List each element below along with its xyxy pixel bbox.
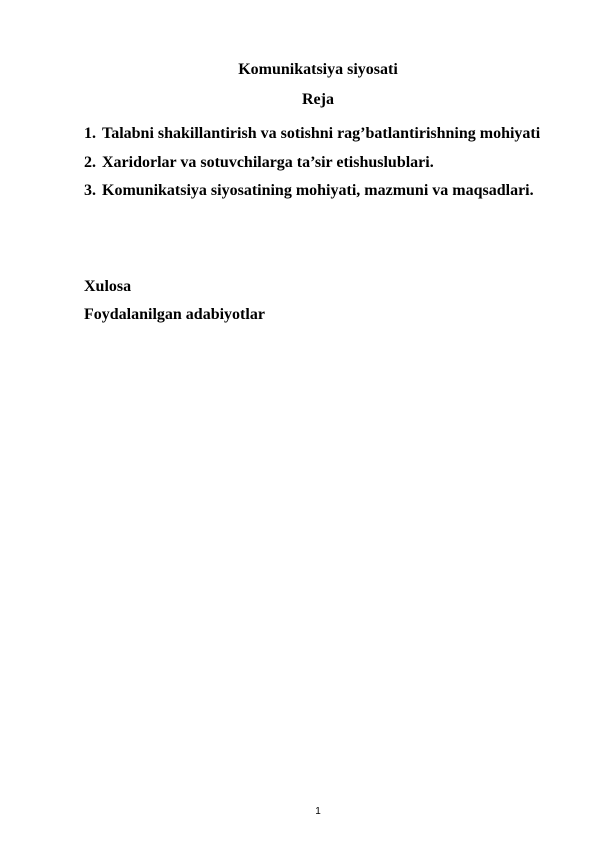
plan-item-number: 3. [84, 182, 96, 199]
plan-item-text: Talabni shakillantirish va sotishni rag’batlantirishning mohiyati [102, 125, 541, 142]
page-number: 1 [315, 806, 321, 817]
document-title: Komunikatsiya siyosati [238, 61, 398, 78]
plan-item [84, 177, 544, 206]
conclusion-heading: Xulosa [84, 278, 132, 295]
plan-item [84, 149, 544, 178]
plan-item-number: 2. [84, 153, 96, 171]
document-subtitle: Reja [302, 91, 334, 108]
plan-item-number: 1. [84, 125, 96, 142]
plan-list [84, 120, 544, 206]
plan-item-text: Xaridorlar va sotuvchilarga ta’sir etishuslublari. [102, 153, 434, 171]
plan-item [84, 120, 544, 149]
references-heading: Foydalanilgan adabiyotlar [84, 306, 265, 323]
plan-item-text: Komunikatsiya siyosatining mohiyati, mazmuni va maqsadlari. [102, 182, 534, 199]
